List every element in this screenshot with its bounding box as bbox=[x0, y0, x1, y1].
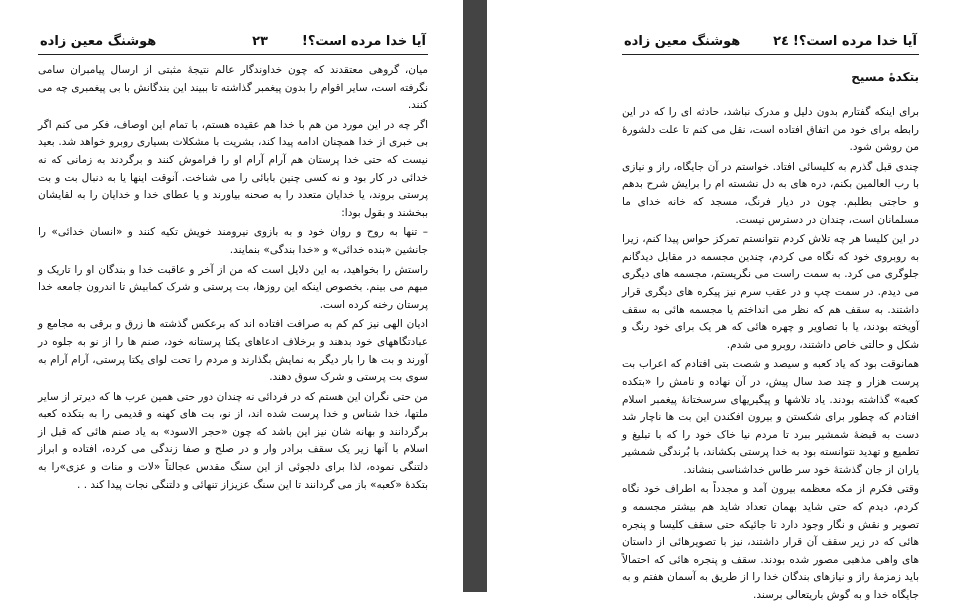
page-header bbox=[622, 34, 919, 55]
author-name: هوشنگ معین زاده bbox=[624, 34, 741, 49]
paragraph: ادیان الهی نیز کم کم به صرافت افتاده اند که برعکس گذشته ها زرق و برقی به مجامع و عبادتگاههای خود بدهند و برخلاف ادعاهای یکتا پرستانه خود، صنم ها را از نو به جلوه در آورند و بت ها را بار دیگر به نمایش بگذارند و مردم را تحت لوای یکتا پرستی، آرام آرام به سوی بت پرستی و شرک سوق دهند. bbox=[38, 318, 428, 384]
left-page bbox=[0, 0, 463, 592]
paragraph: وقتی فکرم از مکه معظمه بیرون آمد و مجدداً به اطراف خود نگاه کردم، دیدم که حتی شاید بهمان تعداد شاید هم بیشتر مجسمه و تصویر و نقش و نگار وجود دارد تا جائیکه حتی سقف کلیسا و پنجره هائی که در زیر سقف آن قرار داشتند، نیز با تصویرهائی از داستان های واهی مذهبی مصور شده بودند. سقف و پنجره هائی که احتمالاً باید زمزمهٔ راز و نیازهای بندگان خدا را از طریق به آسمان هفتم و به جایگاه خدا و به گوش باریتعالی برسند. bbox=[622, 483, 919, 602]
author-name: هوشنگ معین زاده bbox=[40, 34, 157, 49]
paragraph: همانوقت بود که یاد کعبه و سیصد و شصت بتی افتادم که اعراب بت پرست هزار و چند صد سال پیش، در آن نهاده و نامش را «بتکده کعبه» گذاشته بودند. یاد تلاشها و پیگیریهای سرسختانهٔ پیغمبر اسلام افتادم که چطور برای شکستن و بیرون افکندن این بت ها ناچار شد دست به قبضهٔ شمشیر ببرد تا مردم نیا خاک خود را که با تبلیغ و تطمیع و تهدید نتوانسته بود به خدا پرستی بکشاند، با بُرندگی شمشیر یاران از جان گذشتهٔ خود سر طاس خداشناسی بنشاند. bbox=[622, 358, 919, 476]
paragraph: در این کلیسا هر چه تلاش کردم نتوانستم تمرکز حواس پیدا کنم، زیرا به روبروی خود که نگاه می کردم، چندین مجسمه در مقابل دیدگانم جلوگری می کرد. به سمت راست می نگریستم، مجسمه های دیگری می دیدم. در سمت چپ و در عقب سرم نیز پیکره های دیگری قرار داشتند. به سقف هم که نظر می انداختم یا مجسمه هائی به سقف آویخته بودند، یا با تصاویر و چهره هائی که هر یک برای خود رنگ و شکل و حالتی خاص داشتند، روبرو می شدم. bbox=[622, 233, 919, 351]
body-text bbox=[38, 62, 428, 496]
book-title: آیا خدا مرده است؟! bbox=[301, 34, 426, 49]
page-number: ۲۳ bbox=[252, 34, 268, 49]
paragraph: من حتی نگران این هستم که در فردائی نه چندان دور حتی همین عرب ها که دیرتر از سایر ملتها، خدا شناس و خدا پرست شده اند، از نو، بت های کهنه و قدیمی را به بتکده کعبه برگردانند و بهانه شان نیز این باشد که چون «حجر الاسود» به یاد صنم هائی که قبل از اسلام با آنها زیر یک سقف برادر وار و در صلح و صفا زندگی می کرده، افتاده و ابراز دلتنگی نموده، لذا برای دلجوئی از این سنگ مقدس عجالتاً «لات و منات و عزی»را به بتکدهٔ «کعبه» باز می گردانند تا این سنگ عزیزاز تنهائی و دلتنگی نجات پیدا کند . . bbox=[38, 390, 428, 491]
section-title: بتکدهٔ مسیح bbox=[851, 70, 919, 84]
paragraph: چندی قبل گذرم به کلیسائی افتاد. خواستم در آن جایگاه، راز و نیازی با رب العالمین بکنم، دره های به دل نشسته ام را برایش شرح بدهم و حاجتی بطلبم. چون در دیار فرنگ، مسجد که خانه خدای ما مسلمانان است، چندان در دسترس نیست. bbox=[622, 160, 919, 226]
paragraph: اگر چه در این مورد من هم با خدا هم عقیده هستم، با تمام این اوصاف، فکر می کنم اگر بی خبری از خدا همچنان ادامه پیدا کند، بشریت با مشکلات بسیاری روبرو خواهد شد. بعید نیست که حتی خدا پرستان هم آرام آرام او را فراموش کنند و برگردند به زمانی که نه خدائی در کار بود و نه کسی چنین بابائی را می شناخت. آنوقت اینها یا به دنبال بت و بت پرستی بروند، یا خدایان متعدد را به صحنه بیاورند و یا عطای خدا و خدایان را به لقایشان ببخشند و بقول بودا: bbox=[38, 118, 428, 219]
paragraph: میان، گروهی معتقدند که چون خداوندگار عالم نتیجهٔ مثبتی از ارسال پیامبران سامی نگرفته است، سایر اقوام را بدون پیغمبر گذاشته تا ببیند این بندگانش با بی پیغمبری چه می کنند. bbox=[38, 64, 428, 112]
page-gutter bbox=[463, 0, 487, 592]
paragraph: راستش را بخواهید، به این دلایل است که من از آخر و عاقبت خدا و بندگان او را تاریک و مبهم می بینم. بخصوص اینکه این روزها، بت پرستی و شرک کمابیش تا اندرون جامعه خدا پرستان رخنه کرده است. bbox=[38, 263, 428, 311]
right-page bbox=[487, 0, 957, 602]
page-header bbox=[38, 34, 428, 55]
book-title: آیا خدا مرده است؟! bbox=[792, 34, 917, 49]
body-text bbox=[622, 104, 919, 607]
page-number: ۲٤ bbox=[773, 34, 789, 49]
paragraph: برای اینکه گفتارم بدون دلیل و مدرک نباشد، حادثه ای را که در این رابطه برای خود من اتفاق افتاده است، نقل می کنم تا علت دلشورهٔ من روشن شود. bbox=[622, 106, 919, 154]
paragraph: – تنها به روح و روان خود و به بازوی نیرومند خویش تکیه کنند و «انسان خدائی» را جانشین «بنده خدائی» و «خدا بندگی» بنمایند. bbox=[38, 226, 428, 256]
